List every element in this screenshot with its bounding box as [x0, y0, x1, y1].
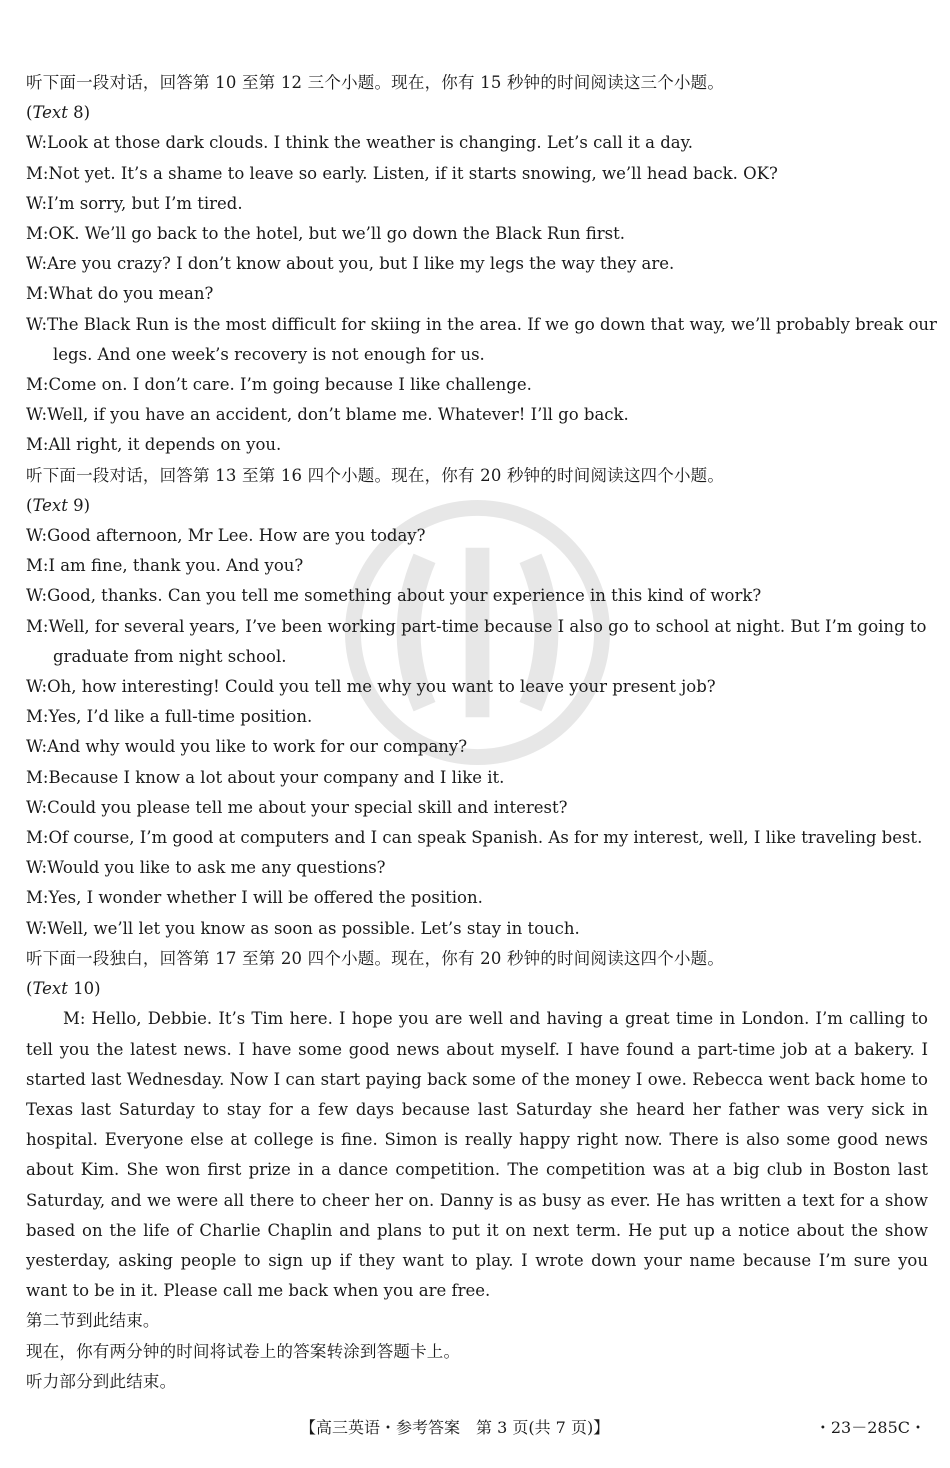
text-label: Text	[32, 495, 68, 515]
monologue-paragraph: M: Hello, Debbie. It’s Tim here. I hope you are well and having a great time in London. I’m calling to tell you the latest news. I have some good news about myself. I have found a part-time job at a bakery. I started last Wednesday. Now I can start paying back some of the money I owe. Rebecca went back home to Texas last Saturday to stay for a few days because last Saturday she heard her father was very sick in hospital. Everyone else at college is fine. Simon is really happy right now. There is also some good news about Kim. She won first prize in a dance competition. The competition was at a big club in Boston last Saturday, and we were all there to cheer her on. Danny is as busy as ever. He has written a text for a show based on the life of Charlie Chaplin and plans to put it on next term. He put up a notice about the show yesterday, asking people to sign up if they want to play. I wrote down your name because I’m sure you want to be in it. Please call me back when you are free.	[26, 1009, 928, 1301]
closing-line: 听力部分到此结束。	[26, 1371, 177, 1391]
dialogue-line: M:Well, for several years, I’ve been working part-time because I also go to school at night. But I’m going to	[26, 616, 927, 636]
dialogue-line: W:Look at those dark clouds. I think the weather is changing. Let’s call it a day.	[26, 133, 694, 153]
dialogue-line: M:Because I know a lot about your company and I like it.	[26, 767, 505, 787]
closing-line: 现在，你有两分钟的时间将试卷上的答案转涂到答题卡上。	[26, 1341, 461, 1361]
dialogue-line: W:Oh, how interesting! Could you tell me why you want to leave your present job?	[26, 677, 716, 697]
dialogue-line: W:Good afternoon, Mr Lee. How are you today?	[26, 526, 426, 546]
dialogue-line: W:The Black Run is the most difficult for skiing in the area. If we go down that way, we’ll probably break our	[26, 314, 937, 334]
closing-line: 第二节到此结束。	[26, 1311, 160, 1331]
text-number: 8)	[67, 103, 91, 123]
dialogue-line: W:Could you please tell me about your special skill and interest?	[26, 797, 568, 817]
instruction-text10: 听下面一段独白，回答第 17 至第 20 四个小题。现在，你有 20 秒钟的时间阅读这四个小题。	[26, 948, 725, 968]
text9-heading: (Text 9)	[26, 495, 91, 515]
footer-page-info: 【高三英语・参考答案 第 3 页(共 7 页)】	[300, 1418, 610, 1437]
dialogue-line: M:I am fine, thank you. And you?	[26, 556, 304, 576]
text10-heading: (Text 10)	[26, 979, 101, 999]
dialogue-line: W:Are you crazy? I don’t know about you, but I like my legs the way they are.	[26, 254, 675, 274]
dialogue-line: M:Yes, I’d like a full-time position.	[26, 707, 313, 727]
dialogue-line: M:All right, it depends on you.	[26, 435, 282, 455]
dialogue-line: W:I’m sorry, but I’m tired.	[26, 193, 243, 213]
page-footer	[0, 1415, 950, 1445]
document-body	[26, 68, 937, 1397]
text-label: Text	[32, 979, 68, 999]
text-label: Text	[32, 103, 68, 123]
dialogue-line-continued: legs. And one week’s recovery is not enough for us.	[53, 344, 485, 364]
dialogue-line-continued: graduate from night school.	[53, 646, 287, 666]
instruction-text9: 听下面一段对话，回答第 13 至第 16 四个小题。现在，你有 20 秒钟的时间阅读这四个小题。	[26, 465, 725, 485]
text-number: 10)	[67, 979, 101, 999]
dialogue-line: M:What do you mean?	[26, 284, 214, 304]
dialogue-line: W:Would you like to ask me any questions?	[26, 858, 386, 878]
dialogue-line: W:And why would you like to work for our company?	[26, 737, 468, 757]
dialogue-line: M:Come on. I don’t care. I’m going because I like challenge.	[26, 375, 532, 395]
text-number: 9)	[67, 495, 91, 515]
text8-heading: (Text 8)	[26, 103, 91, 123]
dialogue-line: M:OK. We’ll go back to the hotel, but we’ll go down the Black Run first.	[26, 224, 626, 244]
dialogue-line: W:Well, if you have an accident, don’t blame me. Whatever! I’ll go back.	[26, 405, 629, 425]
dialogue-line: M:Not yet. It’s a shame to leave so early. Listen, if it starts snowing, we’ll head back. OK?	[26, 163, 778, 183]
dialogue-line: W:Good, thanks. Can you tell me something about your experience in this kind of work?	[26, 586, 762, 606]
instruction-text8: 听下面一段对话，回答第 10 至第 12 三个小题。现在，你有 15 秒钟的时间阅读这三个小题。	[26, 73, 725, 92]
footer-code: ・23－285C・	[814, 1418, 926, 1437]
dialogue-line: M:Yes, I wonder whether I will be offered the position.	[26, 888, 483, 908]
dialogue-line: M:Of course, I’m good at computers and I can speak Spanish. As for my interest, well, I like traveling best.	[26, 828, 923, 848]
dialogue-line: W:Well, we’ll let you know as soon as possible. Let’s stay in touch.	[26, 918, 580, 938]
